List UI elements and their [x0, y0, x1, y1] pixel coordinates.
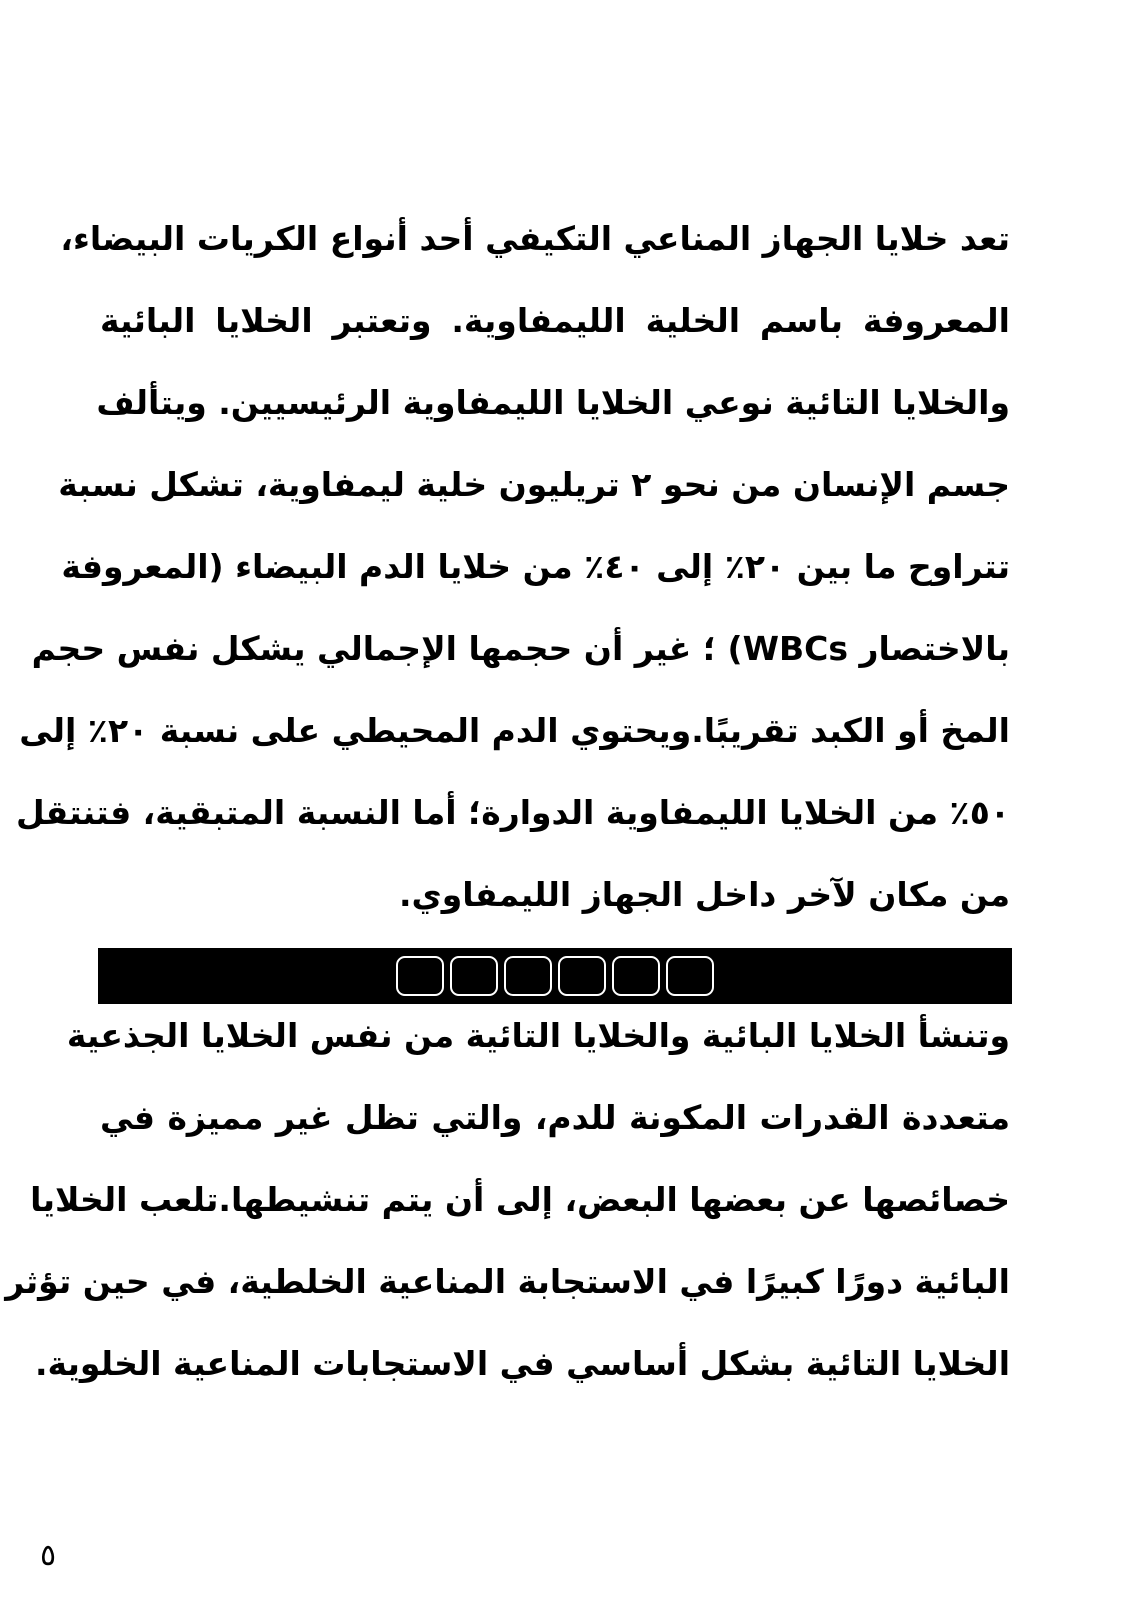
text-line: خصائصها عن بعضها البعض، إلى أن يتم تنشيطها.تلعب الخلايا — [30, 1180, 1010, 1219]
missing-glyph-box-icon — [450, 956, 498, 996]
text-line: ٥٠٪ من الخلايا الليمفاوية الدوارة؛ أما النسبة المتبقية، فتنتقل — [15, 793, 1010, 832]
missing-glyph-box-icon — [666, 956, 714, 996]
missing-glyph-box-icon — [558, 956, 606, 996]
paragraph-1 — [15, 198, 1010, 936]
page-number: ٥ — [40, 1538, 57, 1573]
text-line: وتنشأ الخلايا البائية والخلايا التائية من نفس الخلايا الجذعية — [66, 1016, 1010, 1055]
text-line: تتراوح ما بين ٢٠٪ إلى ٤٠٪ من خلايا الدم البيضاء (المعروفة — [61, 547, 1010, 586]
text-line: والخلايا التائية نوعي الخلايا الليمفاوية الرئيسيين. ويتألف — [96, 383, 1010, 422]
missing-glyph-box-icon — [612, 956, 660, 996]
text-line: المعروفة باسم الخلية الليمفاوية. وتعتبر الخلايا البائية — [100, 301, 1010, 340]
text-line: جسم الإنسان من نحو ٢ تريليون خلية ليمفاوية، تشكل نسبة — [58, 465, 1010, 504]
text-line: تعد خلايا الجهاز المناعي التكيفي أحد أنواع الكريات البيضاء، — [60, 219, 1010, 258]
text-line: البائية دورًا كبيرًا في الاستجابة المناعية الخلطية، في حين تؤثر — [5, 1262, 1010, 1301]
text-line: متعددة القدرات المكونة للدم، والتي تظل غير مميزة في — [100, 1098, 1010, 1137]
text-line: بالاختصار WBCs) ؛ غير أن حجمها الإجمالي يشكل نفس حجم — [31, 629, 1010, 668]
missing-glyph-box-icon — [396, 956, 444, 996]
missing-glyph-box-icon — [504, 956, 552, 996]
text-line: الخلايا التائية بشكل أساسي في الاستجابات المناعية الخلوية. — [34, 1344, 1010, 1383]
text-line: المخ أو الكبد تقريبًا.ويحتوي الدم المحيطي على نسبة ٢٠٪ إلى — [19, 711, 1010, 750]
text-line: من مكان لآخر داخل الجهاز الليمفاوي. — [399, 875, 1010, 914]
paragraph-2 — [5, 995, 1010, 1405]
